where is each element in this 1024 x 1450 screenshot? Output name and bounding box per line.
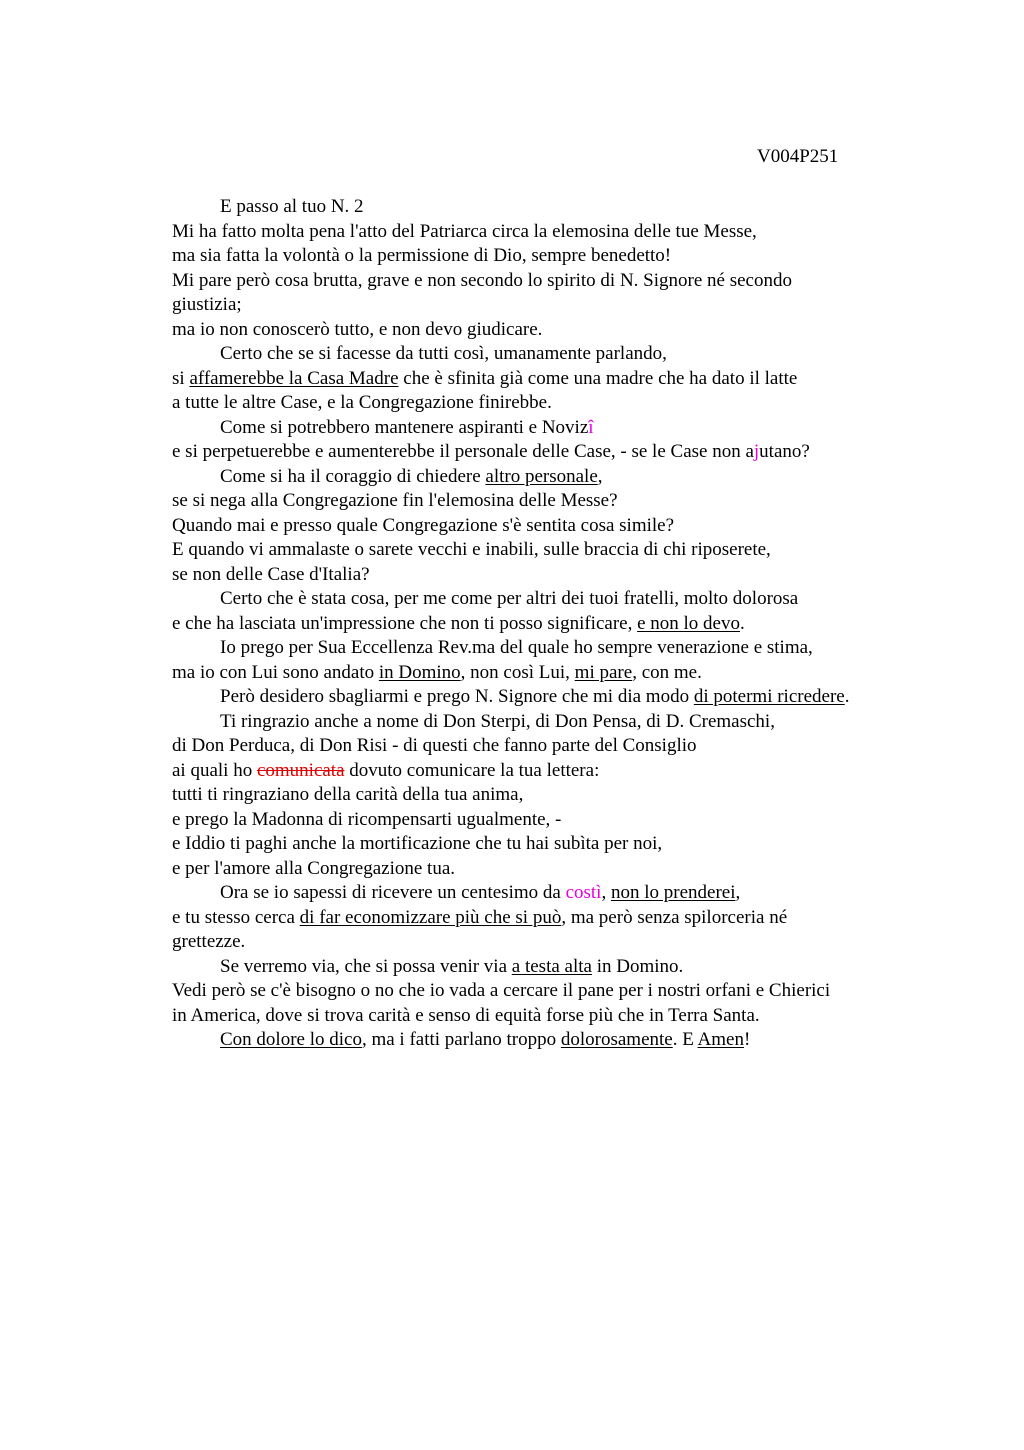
text-segment: , ma i fatti parlano troppo [361, 1029, 561, 1050]
text-segment: Se verremo via, che si possa venir via [220, 955, 512, 977]
text-line [172, 293, 992, 318]
text-line [172, 342, 992, 367]
text-segment: utano? [759, 441, 810, 462]
text-line [172, 195, 992, 220]
text-segment: in America, dove si trova carità e senso di equità forse più che in Terra Santa. [172, 1004, 760, 1026]
text-segment: E quando vi ammalaste o sarete vecchi e inabili, sulle braccia di chi riposerete, [172, 539, 771, 560]
text-segment: , [597, 465, 603, 487]
text-line [172, 881, 992, 906]
text-line [172, 416, 992, 441]
text-segment: di Don Perduca, di Don Risi - di questi che fanno parte del Consiglio [172, 735, 697, 756]
text-line [172, 710, 992, 735]
text-segment: , con me. [632, 661, 702, 683]
text-line [172, 220, 992, 245]
text-line [172, 759, 992, 784]
text-line [172, 367, 992, 392]
text-segment: e per l'amore alla Congregazione tua. [172, 857, 456, 879]
text-segment: Ora se io sapessi di ricevere un centesimo da [220, 882, 566, 903]
text-line [172, 734, 992, 759]
text-segment: ai quali ho [172, 759, 257, 781]
deleted-text: comunicata [256, 759, 345, 781]
text-segment: . E [672, 1029, 698, 1050]
text-line [172, 783, 992, 808]
text-segment: se non delle Case d'Italia? [172, 563, 370, 585]
text-segment: , non così Lui, [460, 661, 575, 683]
underlined-text: dolorosamente [560, 1029, 673, 1050]
text-line [172, 587, 992, 612]
text-segment: che è sfinita già come una madre che ha dato il latte [398, 367, 798, 389]
text-line [172, 955, 992, 980]
underlined-text: non lo prenderei [610, 882, 736, 903]
text-segment: e prego la Madonna di ricompensarti ugualmente, - [172, 808, 562, 830]
text-segment: e si perpetuerebbe e aumenterebbe il personale delle Case, - se le Case non a [172, 441, 754, 462]
text-segment: a tutte le altre Case, e la Congregazione finirebbe. [172, 392, 552, 413]
text-line [172, 661, 992, 686]
text-segment: . [844, 686, 850, 707]
text-line [172, 1004, 992, 1029]
underlined-text: in Domino [378, 661, 461, 683]
underlined-text: altro personale [485, 465, 598, 487]
text-segment: Mi ha fatto molta pena l'atto del Patriarca circa la elemosina delle tue Messe, [172, 220, 757, 242]
text-segment: Quando mai e presso quale Congregazione s'è sentita cosa simile? [172, 514, 675, 536]
text-segment: Certo che è stata cosa, per me come per altri dei tuoi fratelli, molto dolorosa [220, 588, 799, 609]
text-segment: , [735, 882, 741, 903]
text-segment: . [740, 612, 745, 634]
text-line [172, 563, 992, 588]
text-segment: grettezze. [172, 931, 246, 952]
underlined-text: Amen [697, 1029, 744, 1050]
text-line [172, 808, 992, 833]
text-segment: giustizia; [172, 294, 242, 315]
text-segment: e tu stesso cerca [172, 906, 300, 928]
text-line [172, 612, 992, 637]
text-line [172, 930, 992, 955]
text-line [172, 440, 992, 465]
text-line [172, 269, 992, 294]
text-segment: ! [743, 1029, 751, 1050]
underlined-text: di far economizzare più che si può [299, 906, 562, 928]
text-line [172, 391, 992, 416]
text-segment: dovuto comunicare la tua lettera: [344, 759, 600, 781]
text-segment: tutti ti ringraziano della carità della tua anima, [172, 784, 524, 805]
text-segment: e Iddio ti paghi anche la mortificazione che tu hai subìta per noi, [172, 833, 663, 854]
underlined-text: mi pare [574, 661, 633, 683]
text-segment: ma io con Lui sono andato [172, 661, 379, 683]
text-segment: si [172, 367, 190, 389]
page-id: V004P251 [757, 146, 839, 167]
text-segment: , ma però senza spilorceria né [561, 906, 788, 928]
text-segment: Certo che se si facesse da tutti così, umanamente parlando, [220, 343, 667, 364]
text-segment: ma io non conoscerò tutto, e non devo giudicare. [172, 318, 543, 340]
text-segment: Però desidero sbagliarmi e prego N. Signore che mi dia modo [220, 686, 694, 707]
text-line [172, 685, 992, 710]
text-segment: Come si potrebbero mantenere aspiranti e Noviz [220, 416, 589, 438]
underlined-text: di potermi ricredere [693, 686, 845, 707]
text-line [172, 489, 992, 514]
underlined-text: a testa alta [511, 955, 592, 977]
underlined-text: Con dolore lo dico [220, 1029, 362, 1050]
text-line [172, 832, 992, 857]
text-line [172, 1028, 992, 1053]
text-line [172, 538, 992, 563]
text-segment: , [601, 882, 611, 903]
text-line [172, 979, 992, 1004]
text-line [172, 244, 992, 269]
highlighted-text: j [753, 441, 760, 462]
text-line [172, 514, 992, 539]
underlined-text: e non lo devo [637, 612, 740, 634]
text-segment: Vedi però se c'è bisogno o no che io vada a cercare il pane per i nostri orfani e Chierici [172, 980, 831, 1001]
text-segment: Ti ringrazio anche a nome di Don Sterpi, di Don Pensa, di D. Cremaschi, [220, 710, 775, 732]
text-segment: e che ha lasciata un'impressione che non ti posso significare, [172, 612, 638, 634]
highlighted-text: î [588, 416, 594, 438]
text-segment: Come si ha il coraggio di chiedere [220, 465, 486, 487]
text-segment: E passo al tuo N. 2 [220, 196, 364, 217]
text-segment: in Domino. [591, 955, 684, 977]
highlighted-text: costì [565, 882, 602, 903]
text-segment: se si nega alla Congregazione fin l'elemosina delle Messe? [172, 490, 618, 511]
text-line [172, 636, 992, 661]
text-segment: Io prego per Sua Eccellenza Rev.ma del quale ho sempre venerazione e stima, [220, 637, 813, 658]
text-line [172, 318, 992, 343]
text-line [172, 857, 992, 882]
text-segment: ma sia fatta la volontà o la permissione di Dio, sempre benedetto! [172, 245, 672, 266]
text-line [172, 906, 992, 931]
text-line [172, 465, 992, 490]
underlined-text: affamerebbe la Casa Madre [189, 367, 399, 389]
letter-body [172, 195, 992, 1053]
text-segment: Mi pare però cosa brutta, grave e non secondo lo spirito di N. Signore né secondo [172, 269, 792, 291]
